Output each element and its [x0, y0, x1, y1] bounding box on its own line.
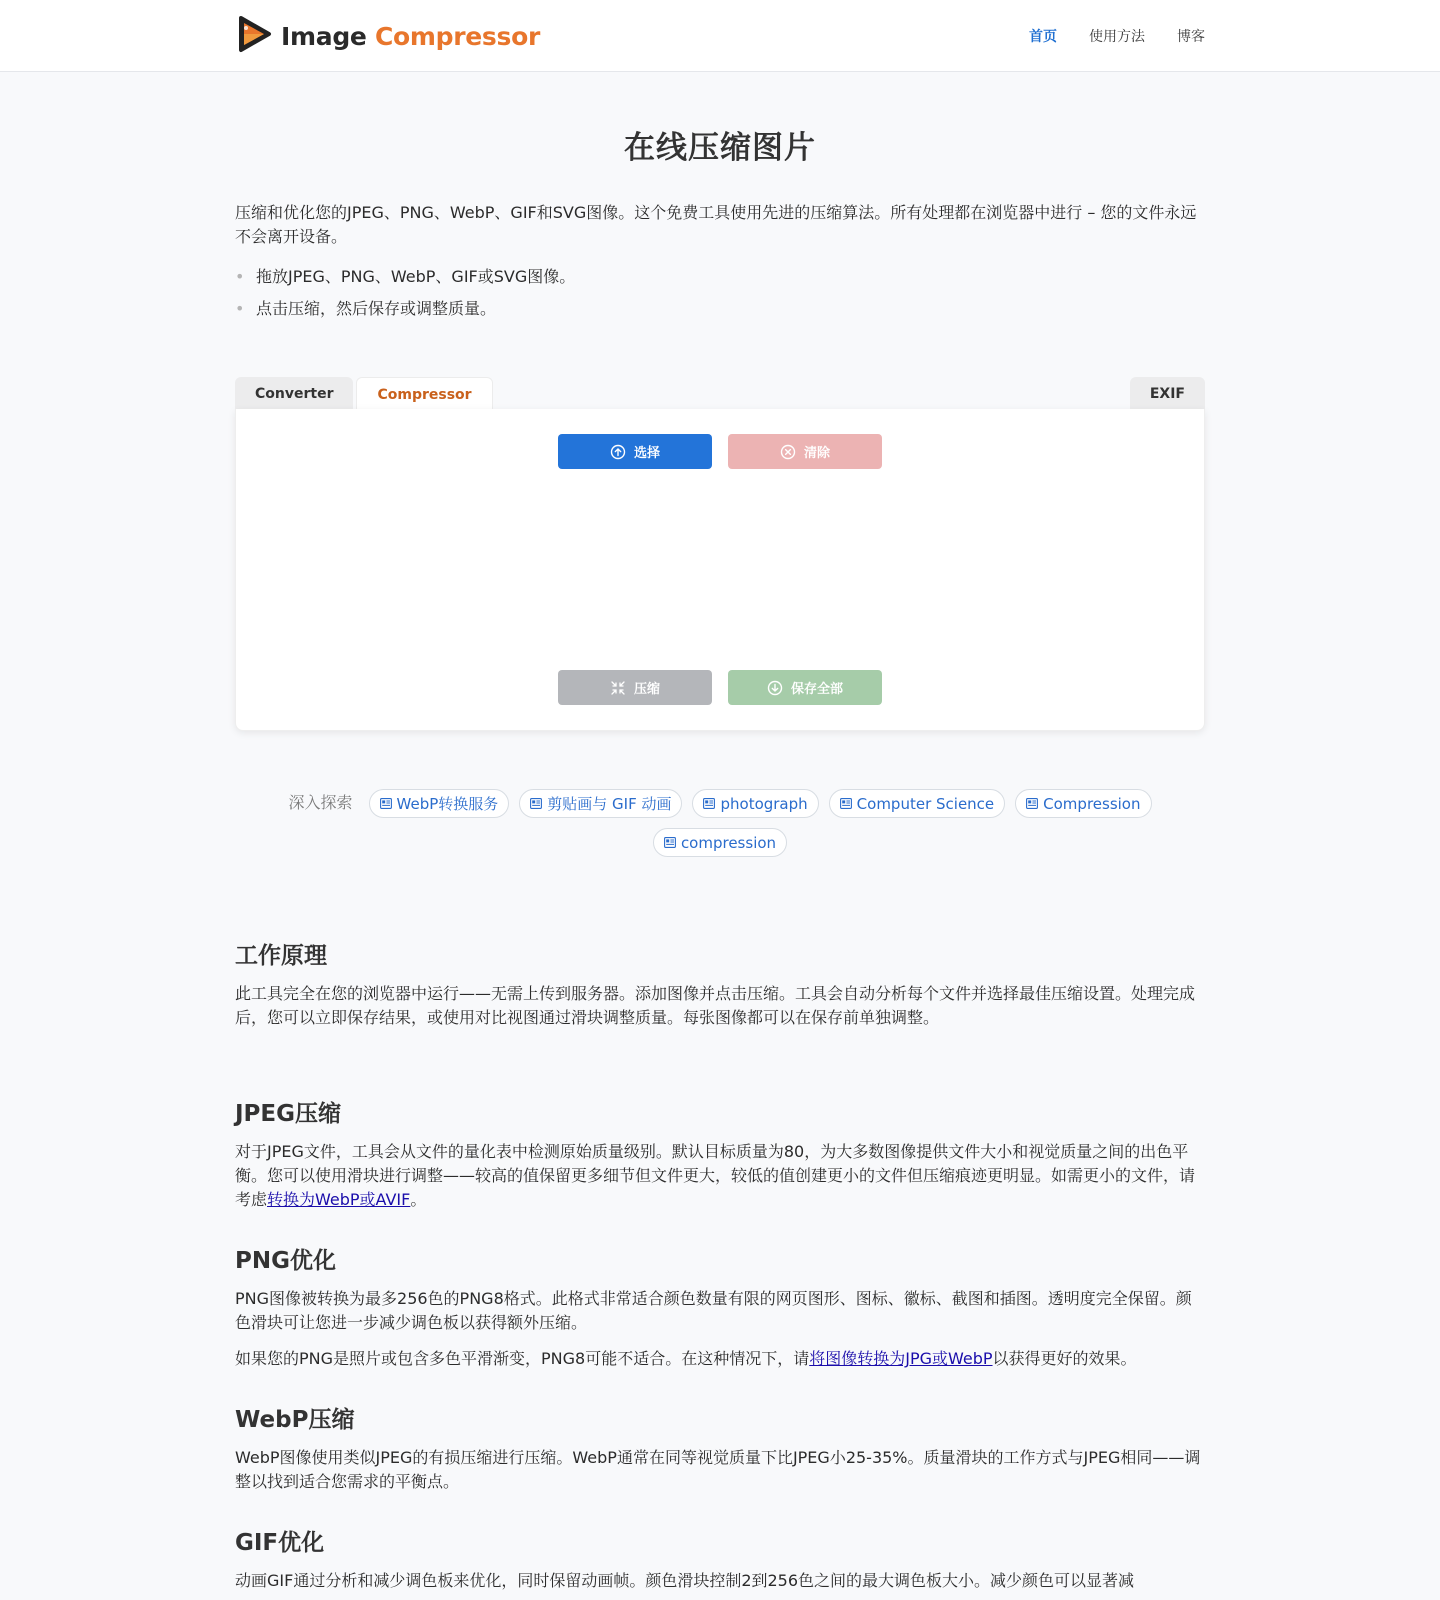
article-icon: [840, 798, 852, 809]
section-gif: [235, 1524, 1205, 1593]
topic-chip-webp-service[interactable]: [369, 789, 510, 818]
explore-label: 深入探索: [288, 793, 353, 812]
article-icon: [530, 798, 542, 809]
nav-home[interactable]: 首页: [1029, 29, 1057, 45]
main-nav: [1029, 26, 1205, 46]
nav-blog[interactable]: 博客: [1177, 29, 1205, 45]
topic-chip-compression-lower[interactable]: [653, 828, 787, 857]
section-text-part: 以获得更好的效果。: [992, 1349, 1137, 1368]
clear-button[interactable]: [728, 434, 882, 469]
topic-chip-label: WebP转换服务: [396, 795, 499, 813]
section-how-it-works: [235, 937, 1205, 1030]
compress-button-label: 压缩: [633, 682, 660, 697]
section-jpeg: [235, 1095, 1205, 1212]
section-text-part: 如果您的PNG是照片或包含多色平滑渐变，PNG8可能不适合。在这种情况下，请: [235, 1349, 810, 1368]
logo-word-compressor: Compressor: [374, 21, 541, 51]
drop-zone[interactable]: [235, 409, 1205, 731]
site-header: [0, 0, 1440, 72]
select-button-label: 选择: [633, 446, 660, 461]
feature-list: [235, 265, 1205, 321]
compress-button[interactable]: [558, 670, 712, 705]
article-icon: [703, 798, 715, 809]
download-icon: [767, 680, 783, 696]
clear-button-label: 清除: [803, 446, 830, 461]
bottom-actions: [558, 670, 882, 705]
topic-chip-label: Computer Science: [856, 794, 995, 813]
section-text: WebP图像使用类似JPEG的有损压缩进行压缩。WebP通常在同等视觉质量下比JPEG小25-35%。质量滑块的工作方式与JPEG相同——调整以找到适合您需求的平衡点。: [235, 1448, 1201, 1491]
convert-webp-avif-link[interactable]: 转换为WebP或AVIF: [267, 1190, 411, 1209]
section-webp: [235, 1401, 1205, 1494]
upload-icon: [610, 444, 626, 460]
topic-chip-label: 剪贴画与 GIF 动画: [547, 795, 672, 813]
section-title: WebP压缩: [235, 1407, 355, 1433]
article-icon: [664, 837, 676, 848]
intro-text: 压缩和优化您的JPEG、PNG、WebP、GIF和SVG图像。这个免费工具使用先进的压缩算法。所有处理都在浏览器中进行 – 您的文件永远不会离开设备。: [235, 203, 1197, 246]
logo-text: [281, 22, 540, 51]
section-text-part: 对于JPEG文件，工具会从文件的量化表中检测原始质量级别。默认目标质量为80，为大多数图像提供文件大小和视觉质量之间的出色平衡。您可以使用滑块进行调整——较高的值保留更多细节但文件更大，较低的值创建更小的文件但压缩痕迹更明显。如需更小的文件，请考虑: [235, 1142, 1196, 1209]
save-all-button[interactable]: [728, 670, 882, 705]
section-text: 动画GIF通过分析和减少调色板来优化，同时保留动画帧。颜色滑块控制2到256色之间的最大调色板大小。减少颜色可以显著减: [235, 1571, 1135, 1590]
article-icon: [380, 798, 392, 809]
topic-chip-photograph[interactable]: [692, 789, 818, 818]
close-circle-icon: [780, 444, 796, 460]
tab-converter[interactable]: Converter: [235, 377, 353, 409]
section-title: GIF优化: [235, 1530, 325, 1556]
topic-chip-label: photograph: [720, 794, 808, 813]
section-text: [235, 1140, 1205, 1212]
logo-word-image: Image: [281, 21, 367, 51]
compress-arrows-icon: [610, 680, 626, 696]
save-all-button-label: 保存全部: [790, 682, 843, 697]
topic-chip-clipart-gif[interactable]: [519, 789, 682, 818]
explore-topics: [235, 789, 1205, 857]
tab-compressor[interactable]: Compressor: [356, 377, 492, 409]
page-title: 在线压缩图片: [624, 130, 816, 166]
section-title: PNG优化: [235, 1248, 336, 1274]
logo[interactable]: [235, 14, 540, 58]
section-text: [235, 1347, 1205, 1371]
topic-chip-computer-science[interactable]: [829, 789, 1005, 818]
list-item: • 拖放JPEG、PNG、WebP、GIF或SVG图像。: [235, 265, 1205, 289]
article-icon: [1026, 798, 1038, 809]
convert-jpg-webp-link[interactable]: 将图像转换为JPG或WebP: [809, 1349, 993, 1368]
select-button[interactable]: [558, 434, 712, 469]
main-content: [235, 122, 1205, 1593]
section-png: [235, 1242, 1205, 1371]
tab-exif[interactable]: EXIF: [1130, 377, 1205, 409]
topic-chip-label: Compression: [1043, 794, 1141, 813]
compressor-tool: [235, 377, 1205, 731]
topic-chip-label: compression: [680, 833, 777, 852]
tool-tabs: [235, 377, 1205, 409]
play-logo-icon: [235, 14, 273, 58]
section-title: 工作原理: [235, 943, 327, 969]
top-actions: [558, 434, 882, 469]
section-title: JPEG压缩: [235, 1101, 342, 1127]
nav-how-to-use[interactable]: 使用方法: [1089, 29, 1145, 45]
topic-chip-compression[interactable]: [1015, 789, 1151, 818]
section-text: PNG图像被转换为最多256色的PNG8格式。此格式非常适合颜色数量有限的网页图形、图标、徽标、截图和插图。透明度完全保留。颜色滑块可让您进一步减少调色板以获得额外压缩。: [235, 1289, 1192, 1332]
list-item: • 点击压缩，然后保存或调整质量。: [235, 297, 1205, 321]
section-text-part: 。: [410, 1190, 427, 1209]
section-text: 此工具完全在您的浏览器中运行——无需上传到服务器。添加图像并点击压缩。工具会自动分析每个文件并选择最佳压缩设置。处理完成后，您可以立即保存结果，或使用对比视图通过滑块调整质量。每张图像都可以在保存前单独调整。: [235, 984, 1196, 1027]
